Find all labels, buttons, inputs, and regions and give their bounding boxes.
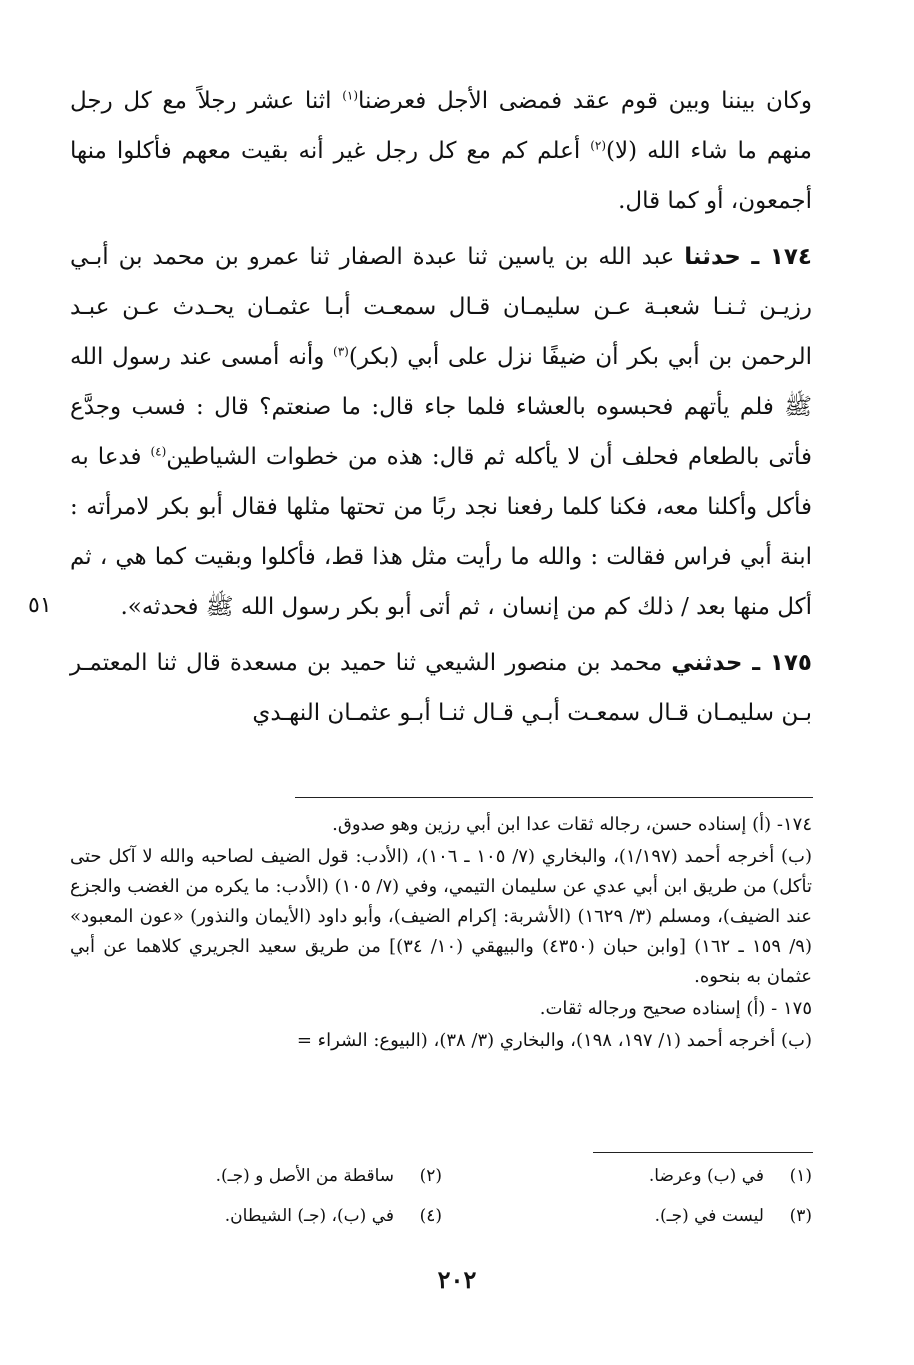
footnote-number: (٣) xyxy=(789,1206,812,1226)
footnote-text: في (ب)، (جـ) الشيطان. xyxy=(224,1206,394,1226)
text-run: وأنه أمسى عند رسول الله ﷺ فلم يأتهم فحبسوه بالعشاء فلما جاء قال: ما صنعتم؟ قال : فسب وجدَّع فأتى بالطعام فحلف أن لا يأكله ثم قال: هذه من خطوات الشياطين xyxy=(70,344,812,470)
text-run: محمد بن منصور الشيعي ثنا حميد بن مسعدة قال ثنا المعتمـر بـن سليمـان قـال سمعـت أبـي قـال ثنـا أبـو عثمـان النهـدي xyxy=(70,650,812,726)
manuscript-folio-number: ٥١ xyxy=(28,593,52,618)
text-run: أعلم كم مع كل رجل غير أنه بقيت معهم فأكلوا منها أجمعون، أو كما قال. xyxy=(70,138,812,214)
commentary-notes xyxy=(70,810,812,1056)
footnote-2 xyxy=(72,1162,442,1202)
footnote-row xyxy=(70,1162,812,1202)
footnote-4 xyxy=(72,1202,442,1242)
text-run: وكان بيننا وبين قوم عقد فمضى الأجل فعرضنا xyxy=(358,88,812,114)
note-174-grading: ١٧٤- (أ) إسناده حسن، رجاله ثقات عدا ابن أبي رزين وهو صدوق. xyxy=(332,814,812,835)
notes-divider xyxy=(295,797,813,798)
footnote-ref-2[interactable]: (٢) xyxy=(590,138,607,153)
note-174-sources: (ب) أخرجه أحمد (١/١٩٧)، والبخاري (٧/ ١٠٥ ـ ١٠٦)، (الأدب: قول الضيف لصاحبه والله لا آكل حتى تأكل) من طريق ابن أبي عدي عن سليمان التيمي، وفي (٧/ ١٠٥) (الأدب: ما يكره من الغضب والجزع عند الضيف)، ومسلم (٣/ ١٦٢٩) (الأشربة: إكرام الضيف)، وأبو داود (الأيمان والنذور) «عون المعبود» (٩/ ١٥٩ ـ ١٦٢) [وابن حبان (٤٣٥٠) والبيهقي (١٠/ ٣٤)] من طريق سعيد الجريري كلاهما عن أبي عثمان به بنحوه. xyxy=(70,846,813,987)
footnote-number: (٤) xyxy=(419,1206,442,1226)
footnote-1 xyxy=(442,1162,812,1202)
footnote-ref-1[interactable]: (١) xyxy=(342,88,359,103)
text-run: اثنا عشر رجلاً مع كل رجل منهم ما شاء الله (لا) xyxy=(70,88,812,164)
text-run: فدعا به فأكل وأكلنا معه، فكنا كلما رفعنا نجد ربًا من تحتها مثلها فقال أبو بكر لامرأته : ابنة أبي فراس فقالت : والله ما رأيت مثل هذا قط، فأكلوا وبقيت كما هي ، ثم أكل منها بعد / ذلك كم من إنسان ، ثم أتى أبو بكر رسول الله ﷺ فحدثه». xyxy=(70,444,812,620)
main-text xyxy=(70,76,812,738)
note-175-grading: ١٧٥ - (أ) إسناده صحيح ورجاله ثقات. xyxy=(539,998,812,1019)
hadith-174 xyxy=(70,232,812,632)
hadith-number: ١٧٥ ـ حدثني xyxy=(671,650,812,676)
footnotes xyxy=(70,1162,812,1242)
footnote-text: في (ب) وعرضا. xyxy=(648,1166,764,1186)
footnote-text: ليست في (جـ). xyxy=(654,1206,764,1226)
footnote-ref-4[interactable]: (٤) xyxy=(150,444,167,459)
footnote-3 xyxy=(442,1202,812,1242)
footnote-row xyxy=(70,1202,812,1242)
footnote-ref-3[interactable]: (٣) xyxy=(333,344,349,359)
footnote-number: (٢) xyxy=(419,1166,442,1186)
paragraph-intro xyxy=(70,76,812,226)
page-number: ٢٠٢ xyxy=(437,1265,477,1294)
hadith-number: ١٧٤ ـ حدثنا xyxy=(684,244,812,270)
footnotes-divider xyxy=(593,1152,813,1153)
footnote-number: (١) xyxy=(789,1166,812,1186)
footnote-text: ساقطة من الأصل و (جـ). xyxy=(215,1166,394,1186)
hadith-175 xyxy=(70,638,812,738)
text-run: عبد الله بن ياسين ثنا عبدة الصفار ثنا عمرو بن محمد بن أبـي رزيـن ثـنـا شعبـة عـن سليمـان قـال سمعـت أبـا عثمـان يحـدث عـن عبـد الرحمن بن أبي بكر أن ضيفًا نزل على أبي (بكر) xyxy=(70,244,813,370)
note-175-sources: (ب) أخرجه أحمد (١/ ١٩٧، ١٩٨)، والبخاري (٣/ ٣٨)، (البيوع: الشراء = xyxy=(296,1030,812,1051)
